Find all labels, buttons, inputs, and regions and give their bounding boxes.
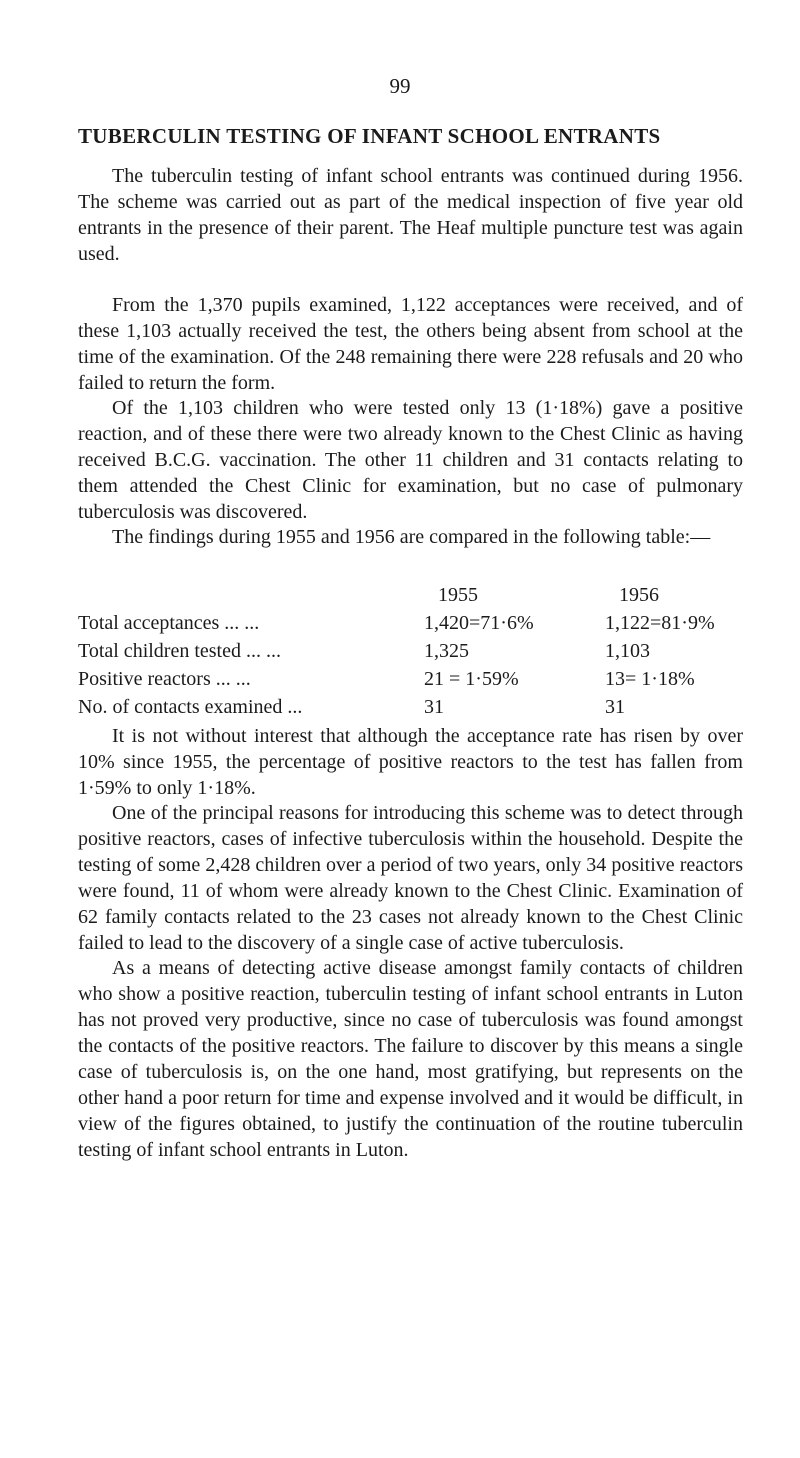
- paragraph-intro: The tuberculin testing of infant school entrants was continued during 1956. The scheme was carried out as part of the medical inspection of five year old entrants in the presence of their parent. The Heaf multiple puncture test was again used.: [78, 165, 743, 265]
- paragraph-acceptances: From the 1,370 pupils examined, 1,122 acceptances were received, and of these 1,103 actually received the test, the others being absent from school at the time of the examination. Of the 248 remaining there were 228 refusals and 20 who failed to return the form.: [78, 294, 743, 394]
- page-number: 99: [389, 74, 411, 98]
- row-label: Positive reactors ... ...: [78, 667, 251, 690]
- value-1956: 1,103: [605, 639, 650, 662]
- paragraph-acceptance-rate: It is not without interest that although the acceptance rate has risen by over 10% since 1955, the percentage of positive reactors to the test has fallen from 1·59% to only 1·18%.: [78, 725, 743, 799]
- paragraph-results: Of the 1,103 children who were tested only 13 (1·18%) gave a positive reaction, and of these there were two already known to the Chest Clinic as having received B.C.G. vaccination. The other 11 children and 31 contacts relating to them attended the Chest Clinic for examination, but no case of pulmonary tuberculosis was discovered.: [78, 397, 743, 523]
- table-row: [78, 637, 779, 665]
- table-header-1955: 1955: [438, 583, 478, 606]
- value-1956: 1,122=81·9%: [605, 611, 715, 634]
- row-label: No. of contacts examined ...: [78, 695, 303, 718]
- table-header-label: [78, 581, 424, 609]
- value-1956: 31: [605, 695, 625, 718]
- findings-table: [78, 581, 779, 721]
- value-1955: 1,420=71·6%: [424, 611, 534, 634]
- paragraph-principal-reasons: One of the principal reasons for introducing this scheme was to detect through positive reactors, cases of infective tuberculosis within the household. Despite the testing of some 2,428 children over a period of two years, only 34 positive reactors were found, 11 of whom were already known to the Chest Clinic. Examination of 62 family contacts related to the 23 cases not already known to the Chest Clinic failed to lead to the discovery of a single case of active tuberculosis.: [78, 802, 743, 954]
- paragraph-conclusion: As a means of detecting active disease amongst family contacts of children who show a positive reaction, tuberculin testing of infant school entrants in Luton has not proved very productive, since no case of tuberculosis was found amongst the contacts of the positive reactors. The failure to discover by this means a single case of tuberculosis is, on the one hand, most gratifying, but represents on the other hand a poor return for time and expense involved and it would be difficult, in view of the figures obtained, to justify the continuation of the routine tuberculin testing of infant school entrants in Luton.: [78, 957, 743, 1161]
- paragraph-table-intro: The findings during 1955 and 1956 are compared in the following table:—: [112, 526, 711, 548]
- table-header-1956: 1956: [619, 583, 659, 606]
- value-1955: 1,325: [424, 639, 469, 662]
- row-label: Total acceptances ... ...: [78, 611, 260, 634]
- table-row: [78, 609, 779, 637]
- value-1955: 21 = 1·59%: [424, 667, 519, 690]
- table-header-row: [78, 581, 779, 609]
- value-1956: 13= 1·18%: [605, 667, 695, 690]
- table-row: [78, 693, 779, 721]
- page-title: TUBERCULIN TESTING OF INFANT SCHOOL ENTRANTS: [78, 124, 661, 148]
- table-row: [78, 665, 779, 693]
- row-label: Total children tested ... ...: [78, 639, 281, 662]
- value-1955: 31: [424, 695, 444, 718]
